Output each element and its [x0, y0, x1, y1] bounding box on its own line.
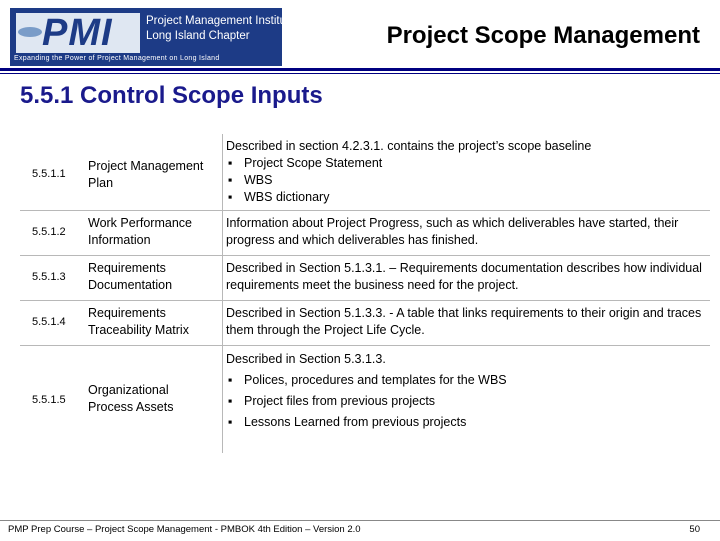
- row-description: Information about Project Progress, such as which deliverables have started, their progress and which deliverables has finished.: [226, 216, 679, 247]
- list-item-text: Project files from previous projects: [244, 394, 436, 408]
- header-divider-thin: [0, 73, 720, 74]
- slide-title: Project Scope Management: [386, 22, 700, 49]
- list-item-text: WBS: [244, 173, 273, 187]
- list-item-text: Polices, procedures and templates for the WBS: [244, 373, 507, 387]
- bullet-icon: ▪: [228, 156, 233, 170]
- logo-tagline: Expanding the Power of Project Management on Long Island: [14, 55, 220, 62]
- bullet-icon: ▪: [228, 415, 233, 429]
- row-divider: [20, 210, 710, 211]
- row-divider: [20, 300, 710, 301]
- logo-org-name: Project Management Institute: [146, 15, 296, 27]
- list-item-text: Lessons Learned from previous projects: [244, 415, 467, 429]
- row-number: 5.5.1.1: [32, 168, 66, 180]
- header-divider: [0, 68, 720, 71]
- long-island-shape-icon: [18, 27, 42, 37]
- list-item: [226, 155, 710, 172]
- row-divider: [20, 255, 710, 256]
- column-divider: [222, 210, 223, 255]
- list-item: [226, 172, 710, 189]
- bullet-icon: ▪: [228, 190, 233, 204]
- list-item: [226, 391, 710, 412]
- row-divider: [20, 345, 710, 346]
- table-row: [20, 210, 710, 255]
- row-number: 5.5.1.3: [32, 271, 66, 283]
- row-name: Project Management Plan: [88, 159, 204, 190]
- row-description: [226, 138, 710, 206]
- bullet-icon: ▪: [228, 173, 233, 187]
- pmi-logo: [10, 8, 296, 66]
- list-item-text: WBS dictionary: [244, 190, 330, 204]
- list-item: [226, 412, 710, 433]
- column-divider: [222, 300, 223, 345]
- pmi-logo-mark: [16, 13, 140, 53]
- list-item-text: Project Scope Statement: [244, 156, 383, 170]
- page-number: 50: [689, 524, 700, 535]
- section-title: 5.5.1 Control Scope Inputs: [20, 82, 323, 109]
- column-divider: [222, 134, 223, 210]
- row-description-text: Described in section 4.2.3.1. contains the project’s scope baseline: [226, 139, 592, 153]
- row-description: Described in Section 5.1.3.1. – Requirements documentation describes how individual requirements meet the business need for the project.: [226, 261, 702, 292]
- row-name: Organizational Process Assets: [88, 383, 174, 414]
- table-row: [20, 255, 710, 300]
- row-description: [226, 349, 710, 433]
- row-name: Requirements Documentation: [88, 261, 173, 292]
- list-item: [226, 189, 710, 206]
- pmi-logo-text: PMI: [42, 12, 113, 54]
- row-description: Described in Section 5.1.3.3. - A table that links requirements to their origin and traces them through the Project Life Cycle.: [226, 306, 702, 337]
- column-divider: [222, 345, 223, 453]
- list-item: [226, 370, 710, 391]
- logo-chapter-name: Long Island Chapter: [146, 30, 250, 42]
- row-number: 5.5.1.4: [32, 316, 66, 328]
- table-row: [20, 134, 710, 210]
- row-description-text: Described in Section 5.3.1.3.: [226, 352, 386, 366]
- column-divider: [222, 255, 223, 300]
- bullet-icon: ▪: [228, 394, 233, 408]
- bullet-icon: ▪: [228, 373, 233, 387]
- row-name: Work Performance Information: [88, 216, 192, 247]
- row-number: 5.5.1.5: [32, 394, 66, 406]
- footer-text: PMP Prep Course – Project Scope Management - PMBOK 4th Edition – Version 2.0: [8, 524, 361, 535]
- row-number: 5.5.1.2: [32, 226, 66, 238]
- table-row: [20, 300, 710, 345]
- row-name: Requirements Traceability Matrix: [88, 306, 189, 337]
- table-row: [20, 345, 710, 453]
